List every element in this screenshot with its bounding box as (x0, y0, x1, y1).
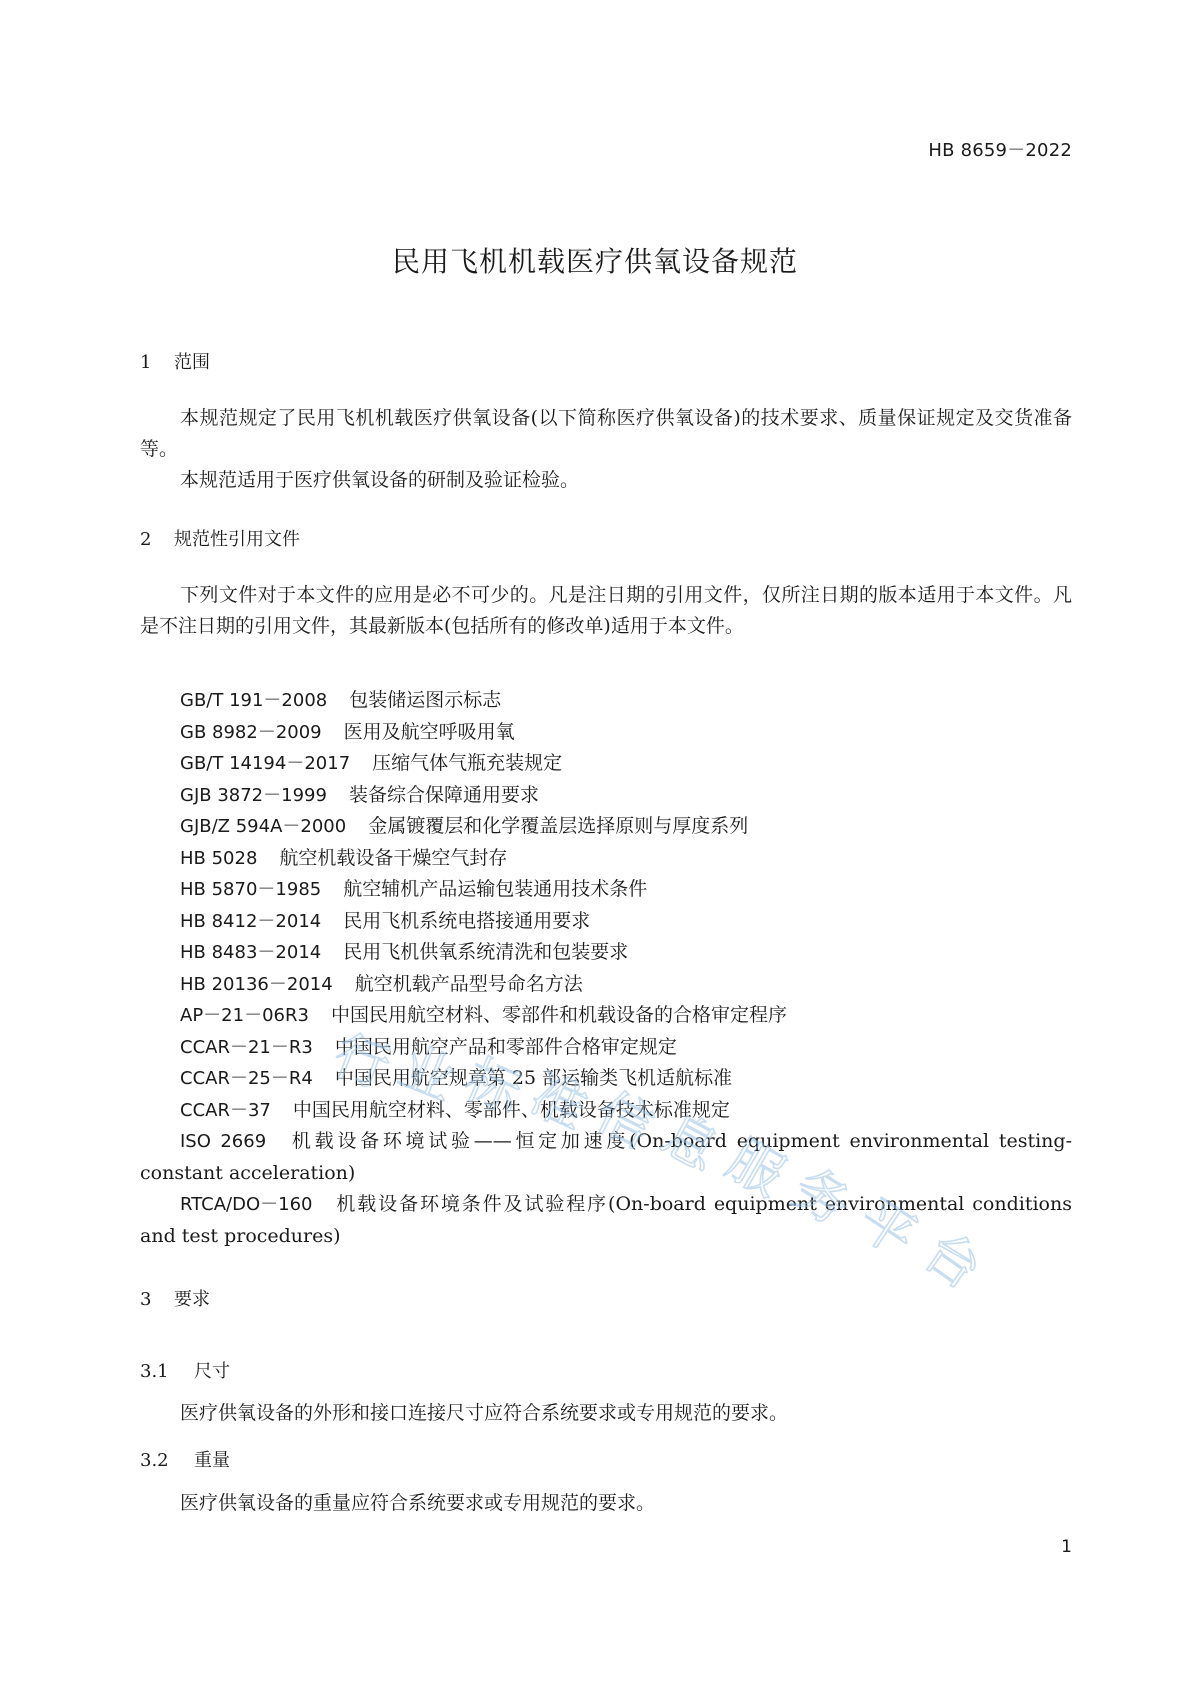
reference-code: GJB/Z 594A－2000 (180, 816, 347, 837)
reference-title: 中国民用航空材料、零部件、机载设备技术标准规定 (292, 1098, 730, 1121)
reference-title: 中国民用航空规章第 25 部运输类飞机适航标准 (334, 1067, 733, 1089)
dimension-requirement: 医疗供氧设备的外形和接口连接尺寸应符合系统要求或专用规范的要求。 (180, 1402, 789, 1424)
page-number: 1 (1061, 1537, 1072, 1557)
reference-title: 中国民用航空材料、零部件和机载设备的合格审定程序 (330, 1004, 787, 1026)
watermark-glyph: 准 (521, 1062, 597, 1142)
reference-code: HB 5870－1985 (180, 879, 322, 900)
reference-code: HB 8412－2014 (180, 910, 322, 932)
section-title: 规范性引用文件 (174, 529, 300, 550)
reference-code: AP－21－06R3 (180, 1005, 309, 1026)
reference-title: 航空机载设备干燥空气封存 (279, 846, 508, 869)
reference-item (140, 906, 1072, 938)
reference-item (140, 748, 1072, 780)
section-title: 范围 (174, 352, 210, 373)
section-number: 1 (140, 352, 152, 373)
reference-code: HB 8483－2014 (180, 942, 322, 963)
reference-item (140, 685, 1072, 717)
section-title: 尺寸 (194, 1361, 230, 1382)
section-2-heading (140, 525, 300, 551)
reference-item (140, 717, 1072, 749)
reference-item (140, 843, 1072, 875)
reference-item (140, 1095, 1072, 1127)
reference-item (140, 1063, 1072, 1095)
watermark-glyph: 务 (782, 1155, 862, 1238)
reference-title: 航空机载产品型号命名方法 (354, 972, 583, 995)
reference-code: GJB 3872－1999 (180, 784, 327, 806)
section-3-1-heading (140, 1357, 230, 1383)
reference-title: 航空辅机产品运输包装通用技术条件 (343, 878, 648, 900)
reference-code: GB 8982－2009 (180, 721, 322, 743)
section-3-heading (140, 1285, 210, 1311)
watermark-glyph: 服 (716, 1127, 796, 1209)
section-number: 3.1 (140, 1361, 169, 1382)
reference-item (140, 1126, 1072, 1189)
reference-title: 压缩气体气瓶充装规定 (372, 752, 563, 774)
reference-item (140, 1032, 1072, 1064)
reference-item (140, 1000, 1072, 1032)
reference-list (140, 685, 1072, 1252)
reference-code: ISO 2669 (180, 1131, 267, 1152)
watermark-glyph: 信 (586, 1080, 663, 1161)
reference-item (140, 811, 1072, 843)
reference-title: 机载设备环境试验——恒定加速度(On-board equipment environmental testing-constant acceleration) (140, 1130, 1072, 1184)
reference-title: 机载设备环境条件及试验程序(On-board equipment environmental conditions and test procedures) (140, 1193, 1072, 1247)
scope-paragraph-1: 本规范规定了民用飞机机载医疗供氧设备(以下简称医疗供氧设备)的技术要求、质量保证规定及交货准备等。 (140, 407, 1072, 460)
reference-title: 装备综合保障通用要求 (348, 783, 539, 806)
section-title: 重量 (194, 1450, 230, 1471)
reference-title: 包装储运图示标志 (349, 689, 502, 711)
watermark-glyph: 平 (847, 1186, 928, 1270)
document-title: 民用飞机机载医疗供氧设备规范 (391, 245, 798, 278)
reference-title: 中国民用航空产品和零部件合格审定规定 (334, 1035, 677, 1058)
reference-item (140, 969, 1072, 1001)
reference-item (140, 874, 1072, 906)
watermark-glyph: 业 (390, 1034, 465, 1113)
reference-code: CCAR－25－R4 (180, 1068, 313, 1089)
watermark-glyph: 台 (912, 1219, 993, 1302)
section-1-heading (140, 348, 210, 374)
reference-code: HB 20136－2014 (180, 973, 333, 995)
watermark-glyph: 标 (455, 1047, 531, 1127)
reference-code: HB 5028 (180, 847, 258, 869)
reference-code: CCAR－37 (180, 1099, 271, 1121)
reference-code: CCAR－21－R3 (180, 1036, 313, 1058)
reference-title: 医用及航空呼吸用氧 (343, 720, 515, 743)
reference-title: 民用飞机系统电搭接通用要求 (343, 909, 591, 932)
reference-item (140, 1189, 1072, 1252)
normative-references-intro: 下列文件对于本文件的应用是必不可少的。凡是注日期的引用文件，仅所注日期的版本适用于本文件。凡是不注日期的引用文件，其最新版本(包括所有的修改单)适用于本文件。 (140, 584, 1072, 637)
section-title: 要求 (174, 1289, 210, 1310)
reference-code: GB/T 191－2008 (180, 690, 328, 711)
watermark-glyph: 行 (325, 1023, 398, 1101)
reference-item (140, 780, 1072, 812)
weight-requirement: 医疗供氧设备的重量应符合系统要求或专用规范的要求。 (180, 1492, 656, 1514)
reference-title: 金属镀覆层和化学覆盖层选择原则与厚度系列 (368, 815, 749, 837)
section-3-2-heading (140, 1446, 230, 1472)
reference-code: RTCA/DO－160 (180, 1194, 313, 1215)
reference-item (140, 937, 1072, 969)
scope-paragraph-2: 本规范适用于医疗供氧设备的研制及验证检验。 (180, 469, 580, 491)
standard-code: HB 8659－2022 (928, 140, 1072, 161)
section-number: 3.2 (140, 1450, 169, 1471)
watermark-glyph: 息 (651, 1102, 730, 1184)
section-number: 3 (140, 1289, 152, 1310)
reference-code: GB/T 14194－2017 (180, 753, 351, 774)
reference-title: 民用飞机供氧系统清洗和包装要求 (343, 941, 629, 963)
section-number: 2 (140, 529, 152, 550)
